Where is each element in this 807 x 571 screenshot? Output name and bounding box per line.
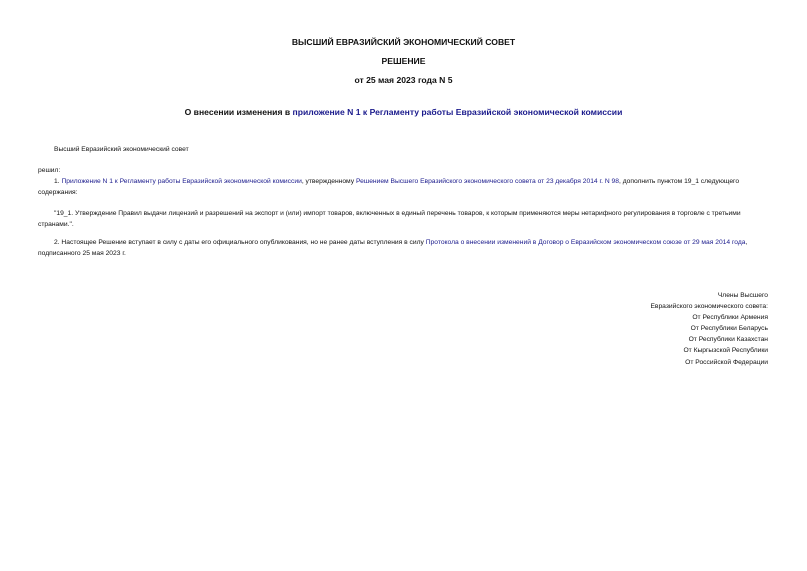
intro-line — [38, 145, 770, 156]
signature-line-1: Члены Высшего — [717, 292, 768, 299]
subject-prefix: О внесении изменения в — [184, 107, 293, 117]
signature-line-2: Евразийского экономического совета: — [650, 303, 768, 311]
document-type: РЕШЕНИЕ — [381, 56, 426, 66]
paragraph-1 — [38, 177, 770, 198]
signature-member: От Кыргызской Республики — [683, 347, 768, 355]
decision-98-link[interactable]: Решением Высшего Евразийского экономического совета от 23 декабря 2014 г. N 98 — [355, 178, 619, 185]
paragraph-1-tail: , дополнить пунктом 19_1 следующего содержания: — [38, 178, 740, 196]
council-title: ВЫСШИЙ ЕВРАЗИЙСКИЙ ЭКОНОМИЧЕСКИЙ СОВЕТ — [291, 37, 516, 47]
quoted-paragraph: "19_1. Утверждение Правил выдачи лицензий и разрешений на экспорт и (или) импорт товаров, включенных в единый перечень товаров, к которым применяются меры нетарифного регулирования в торговле с третьими странами.". — [38, 210, 741, 228]
paragraph-2-tail: , подписанного 25 мая 2023 г. — [38, 239, 748, 257]
protocol-link[interactable]: Протокола о внесении изменений в Договор о Евразийском экономическом союзе от 29 мая 2014 года — [425, 239, 746, 246]
paragraph-1-mid: , утвержденному — [301, 178, 356, 185]
paragraph-2 — [38, 238, 770, 259]
signature-member: От Республики Беларусь — [690, 325, 768, 333]
intro-text: Высший Евразийский экономический совет — [54, 146, 189, 153]
paragraph-2-text: 2. Настоящее Решение вступает в силу с даты его официального опубликования, но не ранее даты вступления в силу — [54, 239, 426, 246]
signature-member: От Республики Армения — [692, 314, 768, 322]
appendix-link[interactable]: Приложение N 1 к Регламенту работы Евразийской экономической комиссии — [61, 178, 302, 185]
decided-line — [38, 166, 770, 177]
signature-block — [650, 290, 768, 368]
subject-link[interactable]: приложение N 1 к Регламенту работы Евразийской экономической комиссии — [292, 107, 623, 117]
signature-member: От Российской Федерации — [685, 358, 768, 366]
decided-text: решил: — [38, 167, 61, 174]
document-date-number: от 25 мая 2023 года N 5 — [354, 75, 453, 85]
paragraph-1-number: 1. — [54, 178, 62, 185]
signature-member: От Республики Казахстан — [688, 336, 768, 344]
document-subject — [0, 107, 807, 117]
